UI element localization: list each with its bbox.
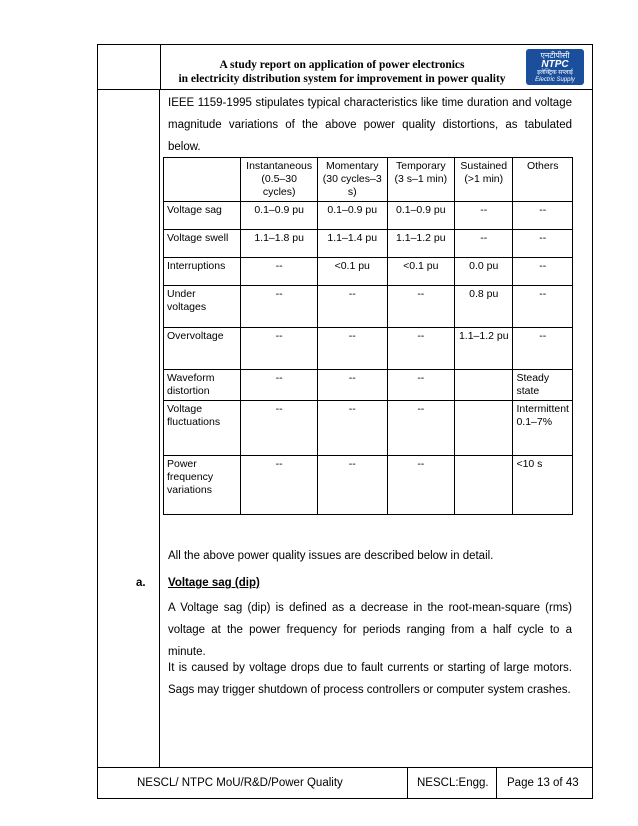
table-cell: <0.1 pu xyxy=(317,258,387,286)
logo-line4: Electric Supply xyxy=(535,77,575,83)
table-cell: 0.0 pu xyxy=(455,258,513,286)
summary-paragraph: All the above power quality issues are described below in detail. xyxy=(168,550,494,562)
table-cell: -- xyxy=(513,286,573,328)
section-title: Voltage sag (dip) xyxy=(168,577,260,589)
table-header-cell: Momentary (30 cycles–3 s) xyxy=(317,158,387,202)
table-cell: 0.1–0.9 pu xyxy=(387,202,455,230)
table-header-cell xyxy=(164,158,241,202)
table-cell: <0.1 pu xyxy=(387,258,455,286)
table-row xyxy=(164,286,573,328)
table-cell: Waveform distortion xyxy=(164,370,241,401)
header-divider xyxy=(160,45,161,89)
table-cell: -- xyxy=(387,456,455,515)
table-cell: -- xyxy=(317,370,387,401)
table-row xyxy=(164,258,573,286)
table-cell: Voltage swell xyxy=(164,230,241,258)
table-cell: Under voltages xyxy=(164,286,241,328)
table-cell: -- xyxy=(455,202,513,230)
section-letter: a. xyxy=(136,577,146,589)
table-cell: 1.1–1.2 pu xyxy=(387,230,455,258)
page-header xyxy=(98,45,592,90)
table-cell xyxy=(455,370,513,401)
table-row xyxy=(164,328,573,370)
table-cell: -- xyxy=(317,286,387,328)
table-cell: -- xyxy=(513,202,573,230)
table-cell: Interruptions xyxy=(164,258,241,286)
table-header-cell: Instantaneous (0.5–30 cycles) xyxy=(241,158,318,202)
table-cell: -- xyxy=(241,456,318,515)
logo-line1: एनटीपीसी xyxy=(540,51,570,60)
footer-page-number: Page 13 of 43 xyxy=(507,777,579,789)
table-header-cell: Sustained (>1 min) xyxy=(455,158,513,202)
footer-reference: NESCL/ NTPC MoU/R&D/Power Quality xyxy=(137,777,343,789)
page-footer xyxy=(97,767,593,799)
table-cell: 0.1–0.9 pu xyxy=(241,202,318,230)
footer-divider xyxy=(407,768,408,799)
table-header-cell: Others xyxy=(513,158,573,202)
table-row xyxy=(164,456,573,515)
table-cell xyxy=(455,456,513,515)
table-cell: Intermittent 0.1–7% xyxy=(513,401,573,456)
table-cell: -- xyxy=(387,328,455,370)
table-row xyxy=(164,202,573,230)
table-cell: 0.1–0.9 pu xyxy=(317,202,387,230)
header-title-line2: in electricity distribution system for improvement in power quality xyxy=(178,73,506,85)
table-cell: -- xyxy=(317,328,387,370)
table-header-cell: Temporary (3 s–1 min) xyxy=(387,158,455,202)
table-cell: -- xyxy=(387,370,455,401)
table-cell: -- xyxy=(241,258,318,286)
table-cell: -- xyxy=(317,456,387,515)
table-row xyxy=(164,401,573,456)
table-cell: 0.8 pu xyxy=(455,286,513,328)
ntpc-logo xyxy=(526,49,584,85)
table-cell: 1.1–1.2 pu xyxy=(455,328,513,370)
table-cell: Voltage fluctuations xyxy=(164,401,241,456)
logo-line2: NTPC xyxy=(541,59,569,70)
table-cell: 1.1–1.4 pu xyxy=(317,230,387,258)
table-row xyxy=(164,230,573,258)
table-cell: -- xyxy=(317,401,387,456)
section-paragraph-1: A Voltage sag (dip) is defined as a decrease in the root-mean-square (rms) voltage at the power frequency for periods ranging from a half cycle to a minute. xyxy=(168,602,572,658)
table-cell: -- xyxy=(387,401,455,456)
logo-line3: इलेक्ट्रिक सप्लाई xyxy=(537,70,573,76)
table-cell: -- xyxy=(455,230,513,258)
header-title xyxy=(162,58,522,86)
table-cell: Power frequency variations xyxy=(164,456,241,515)
table-cell: -- xyxy=(513,328,573,370)
table-cell: Steady state xyxy=(513,370,573,401)
table-cell: -- xyxy=(241,370,318,401)
table-cell: -- xyxy=(241,286,318,328)
footer-divider xyxy=(496,768,497,799)
table-cell xyxy=(455,401,513,456)
power-quality-table xyxy=(163,157,573,515)
table-row xyxy=(164,370,573,401)
table-cell: Voltage sag xyxy=(164,202,241,230)
table-cell: 1.1–1.8 pu xyxy=(241,230,318,258)
section-paragraph-2: It is caused by voltage drops due to fault currents or starting of large motors. Sags may trigger shutdown of process controllers or computer system crashes. xyxy=(168,662,572,696)
table-cell: -- xyxy=(241,328,318,370)
footer-department: NESCL:Engg. xyxy=(417,777,489,789)
left-column-divider xyxy=(159,89,160,767)
table-cell: -- xyxy=(241,401,318,456)
table-header-row xyxy=(164,158,573,202)
table-cell: -- xyxy=(513,230,573,258)
intro-paragraph: IEEE 1159-1995 stipulates typical characteristics like time duration and voltage magnitude variations of the above power quality distortions, as tabulated below. xyxy=(168,97,572,153)
table-cell: -- xyxy=(513,258,573,286)
table-cell: <10 s xyxy=(513,456,573,515)
table-cell: -- xyxy=(387,286,455,328)
header-title-line1: A study report on application of power electronics xyxy=(219,59,465,71)
table-cell: Overvoltage xyxy=(164,328,241,370)
